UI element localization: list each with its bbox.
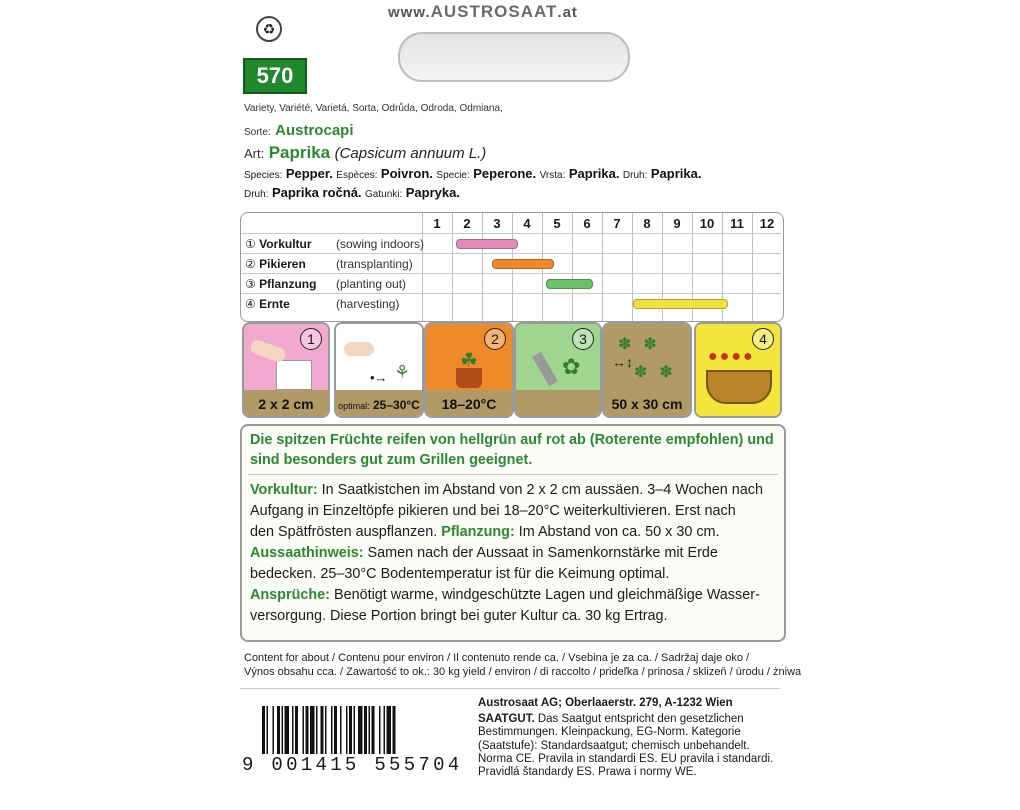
month-label: 9 (673, 216, 681, 231)
barcode-bar (292, 706, 294, 754)
latin-name: (Capsicum annuum L.) (334, 145, 487, 162)
barcode-bar (316, 706, 318, 754)
month-label: 7 (613, 216, 621, 231)
step-panel-transplanting: ☘ 2 18–20°C (424, 322, 514, 418)
calendar-bar (456, 239, 518, 249)
barcode-bar (325, 706, 327, 754)
month-label: 11 (730, 216, 744, 231)
barcode-bar (331, 706, 333, 754)
variety-languages: Variety, Variété, Varietá, Sorta, Odrůda, Odroda, Odmiana, (244, 103, 503, 114)
barcode-bar (354, 706, 356, 754)
barcode-bar (358, 706, 363, 754)
sowing-calendar (240, 212, 784, 322)
vorkultur-line-1: Vorkultur: In Saatkistchen im Abstand von 2 x 2 cm aussäen. 3–4 Wochen nach (250, 482, 763, 498)
seedling-icon: ☘ (460, 350, 478, 372)
barcode-bar (285, 706, 290, 754)
vorkultur-line-3: den Spätfrösten auspflanzen. Pflanzung: Im Abstand von ca. 50 x 30 cm. (250, 524, 720, 540)
barcode-bar (364, 706, 367, 754)
barcode-bar (372, 706, 375, 754)
ean-number: 9 001415 555704 (242, 754, 463, 776)
barcode-bar (387, 706, 392, 754)
step-panel-harvest: ●●●● 4 (694, 322, 782, 418)
month-label: 5 (553, 216, 561, 231)
barcode-bar (295, 706, 298, 754)
sorte-line: Sorte: Austrocapi (244, 122, 354, 139)
barcode-bar (369, 706, 371, 754)
seed-to-sprout-arrow-icon: •→ (370, 370, 388, 385)
calendar-bar (633, 299, 728, 309)
description-box (240, 424, 786, 642)
barcode-bar (321, 706, 324, 754)
step-panel-germination: •→ ⚘ optimal: 25–30°C (334, 322, 424, 418)
calendar-row-label: ① Vorkultur (sowing indoors) (245, 237, 425, 251)
content-line-1: Content for about / Contenu pour environ / Il contenuto rende ca. / Vsebina je za ca. / Sadržaj daje oko / (244, 652, 750, 664)
ansprueche-line-1: Ansprüche: Benötigt warme, windgeschützte Lagen und gleichmäßige Wasser- (250, 587, 760, 603)
month-label: 4 (523, 216, 531, 231)
spacing-arrows-icon: ↔↕ (612, 354, 633, 370)
barcode-bar (349, 706, 352, 754)
content-line-2: Výnos obsahu cca. / Zawartość to ok.: 30 kg yield / environ / di raccolto / prideľka / prinosa / sklizeň / úrodu / żniwa (244, 666, 802, 678)
barcode-bar (384, 706, 386, 754)
ansprueche-line-2: versorgung. Diese Portion bringt bei guter Kultur ca. 30 kg Ertrag. (250, 608, 668, 624)
month-label: 12 (759, 216, 775, 231)
aussaathinweis-line-1: Aussaathinweis: Samen nach der Aussaat in Samenkornstärke mit Erde (250, 545, 718, 561)
calendar-bar (492, 259, 554, 269)
month-label: 2 (463, 216, 471, 231)
address-block: Austrosaat AG; Oberlaaerstr. 279, A-1232 Wien SAATGUT. Das Saatgut entspricht den gesetzlichen Bestimmungen. Kleinpackung, EG-Norm. Kategorie (Saatstufe): Standardsaatgut; chemisch unbehandelt. Norma CE. Pravila in standardi ES. EU pravila i standardi. Pravidlá štandardy ES. Prawa i normy WE. (478, 697, 774, 779)
aussaathinweis-line-2: bedecken. 25–30°C Bodentemperatur ist für die Keimung optimal. (250, 566, 670, 582)
month-label: 6 (583, 216, 591, 231)
barcode-bar (303, 706, 305, 754)
vorkultur-line-2: Aufgang in Einzeltöpfe pikieren und bei 18–20°C weiterkultivieren. Erst nach (250, 503, 736, 519)
plants-icon: ✽✽ (618, 336, 669, 353)
barcode-bar (393, 706, 396, 754)
barcode-bar (262, 706, 265, 754)
calendar-grid (422, 213, 781, 321)
calendar-bar (546, 279, 593, 289)
barcode-bar (346, 706, 348, 754)
headline-line-1: Die spitzen Früchte reifen von hellgrün auf rot ab (Roterente empfohlen) und (250, 432, 774, 448)
month-label: 3 (493, 216, 501, 231)
step-panel-spacing: ✽✽ ✽✽ ↔↕ 50 x 30 cm (602, 322, 692, 418)
basket-icon (706, 370, 772, 404)
variety-name: Austrocapi (275, 122, 354, 139)
art-line: Art: Paprika (Capsicum annuum L.) (244, 143, 487, 162)
headline-line-2: sind besonders gut zum Grillen geeignet. (250, 452, 533, 468)
brand-url[interactable]: www.AUSTROSAAT.at (388, 2, 578, 21)
plant-icon: ✿ (562, 354, 581, 379)
month-label: 10 (699, 216, 715, 231)
barcode-bar (310, 706, 315, 754)
step-panel-planting-out: ✿ 3 (514, 322, 602, 418)
product-number-badge: 570 (243, 58, 307, 94)
species-translations: Species: Pepper. Espèces: Poivron. Specie: Peperone. Vrsta: Paprika. Druh: Paprika. (244, 166, 702, 181)
plants-icon: ✽✽ (634, 364, 685, 381)
barcode-bar (277, 706, 280, 754)
barcode-bar (340, 706, 342, 754)
barcode-bar (267, 706, 269, 754)
barcode-bar (334, 706, 337, 754)
species-translations-2: Druh: Paprika ročná. Gatunki: Papryka. (244, 185, 460, 200)
vegetables-icon: ●●●● (708, 348, 755, 365)
barcode-bar (273, 706, 275, 754)
calendar-row-label: ② Pikieren (transplanting) (245, 257, 413, 271)
hand-icon (344, 342, 374, 356)
month-label: 1 (433, 216, 441, 231)
barcode-bar (282, 706, 284, 754)
seed-tray-icon (276, 360, 312, 390)
sprout-icon: ⚘ (394, 362, 411, 382)
calendar-row-label: ④ Ernte (harvesting) (245, 297, 400, 311)
hang-hole (398, 32, 630, 82)
calendar-row-label: ③ Pflanzung (planting out) (245, 277, 407, 291)
barcode-bar (379, 706, 381, 754)
step-panel-sowing: 1 2 x 2 cm (242, 322, 330, 418)
species-name: Paprika (268, 143, 331, 162)
month-label: 8 (643, 216, 651, 231)
barcode-bar (306, 706, 309, 754)
recycle-icon: ♻ (256, 16, 282, 42)
